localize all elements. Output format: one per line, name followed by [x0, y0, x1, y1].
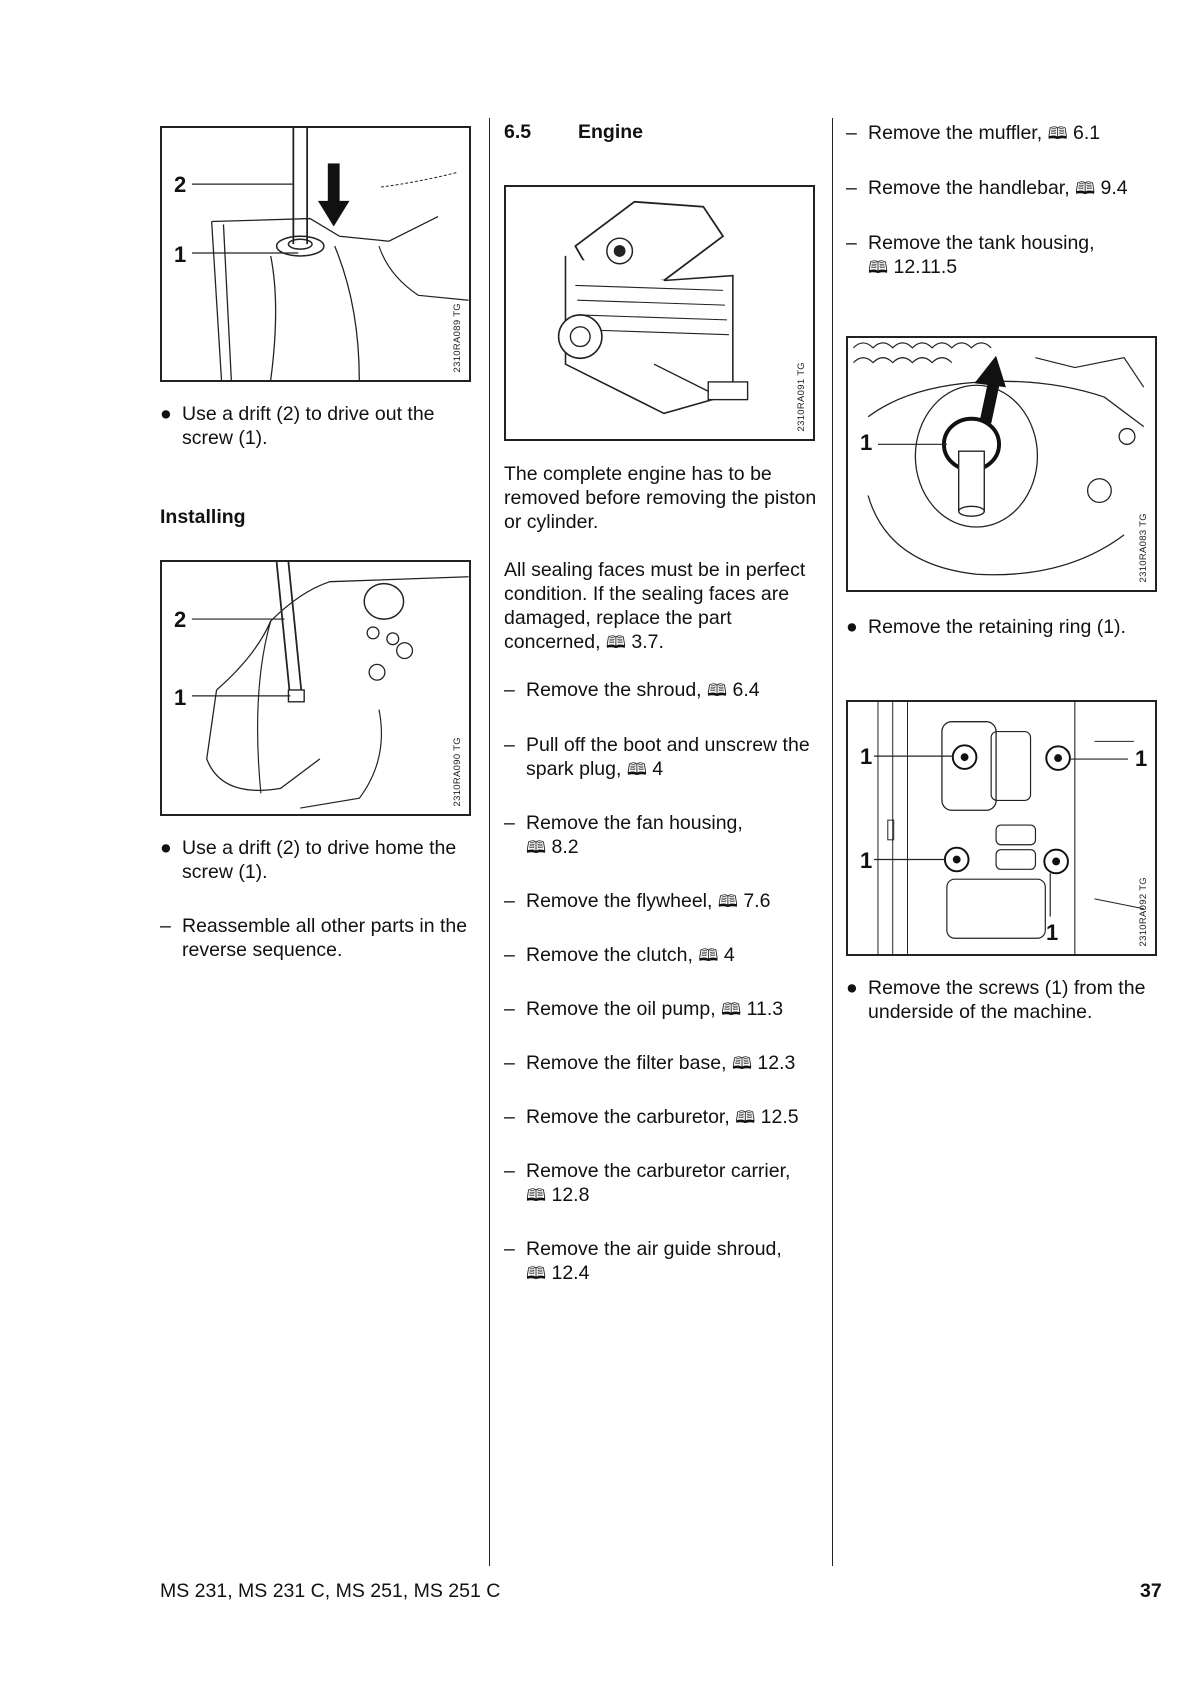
callout-1: 1 — [860, 744, 873, 769]
figure-code: 2310RA090 TG — [452, 736, 463, 806]
retaining-ring-illustration — [848, 338, 1155, 590]
dash-icon: – — [504, 1052, 515, 1074]
book-icon: 🕮 — [721, 1000, 742, 1019]
dash-icon: – — [504, 890, 515, 912]
book-icon: 🕮 — [526, 838, 547, 857]
step-ref: 12.8 — [551, 1184, 590, 1206]
bullet-text: Remove the retaining ring (1). — [868, 616, 1126, 638]
book-icon: 🕮 — [717, 892, 738, 911]
figure-code: 2310RA091 TG — [796, 361, 807, 431]
figure-drive-out-screw — [160, 126, 471, 382]
column-divider-right — [832, 118, 833, 1566]
callout-2: 2 — [174, 172, 187, 197]
step-ref: 12.11.5 — [893, 256, 958, 278]
book-icon: 🕮 — [735, 1108, 756, 1127]
section-title: Engine — [578, 121, 644, 143]
step-ref: 4 — [652, 758, 664, 780]
footer-models: MS 231, MS 231 C, MS 251, MS 251 C — [160, 1580, 501, 1602]
dash-icon: – — [504, 998, 515, 1020]
dash-icon: – — [504, 812, 515, 834]
paragraph-remove-engine: The complete engine has to be removed before removing the piston or cylinder. — [504, 463, 817, 533]
figure-retaining-ring — [846, 336, 1157, 592]
step-text: Remove the handlebar, — [868, 177, 1070, 199]
step-ref: 7.6 — [743, 890, 771, 912]
book-icon: 🕮 — [868, 258, 889, 277]
bullet-icon: ● — [846, 616, 858, 638]
step-text: Remove the tank housing, — [868, 232, 1095, 254]
dash-icon: – — [846, 232, 857, 254]
step-ref: 12.3 — [757, 1052, 796, 1074]
book-icon: 🕮 — [626, 760, 647, 779]
bullet-icon: ● — [160, 403, 172, 425]
dash-icon: – — [846, 177, 857, 199]
book-icon: 🕮 — [1047, 124, 1068, 143]
step-text: Remove the carburetor carrier, — [526, 1160, 791, 1182]
step-text: Remove the carburetor, — [526, 1106, 730, 1128]
figure-code: 2310RA089 TG — [452, 302, 463, 372]
step-ref: 11.3 — [746, 998, 784, 1020]
drift-illustration-1 — [162, 128, 469, 380]
bullet-icon: ● — [846, 977, 858, 999]
dash-icon: – — [504, 679, 515, 701]
dash-icon: – — [504, 1106, 515, 1128]
dash-icon: – — [504, 944, 515, 966]
step-ref: 6.1 — [1073, 122, 1101, 144]
paragraph-text: All sealing faces must be in perfect condition. If the sealing faces are damaged, replace the part concerned, — [504, 559, 806, 653]
step-text: Remove the flywheel, — [526, 890, 713, 912]
step-text: Remove the muffler, — [868, 122, 1043, 144]
book-icon: 🕮 — [698, 946, 719, 965]
engine-illustration — [506, 187, 813, 439]
callout-1: 1 — [860, 430, 873, 455]
step-text: Pull off the boot and unscrew the spark plug, — [526, 734, 810, 780]
bullet-text: Use a drift (2) to drive out the screw (1). — [182, 403, 435, 449]
book-icon: 🕮 — [731, 1054, 752, 1073]
dash-icon: – — [504, 1160, 515, 1182]
step-text: Remove the fan housing, — [526, 812, 743, 834]
book-icon: 🕮 — [1075, 179, 1096, 198]
dash-icon: – — [504, 1238, 515, 1260]
drift-illustration-2 — [162, 562, 469, 814]
paragraph-sealing-faces — [504, 558, 824, 655]
step-ref: 9.4 — [1100, 177, 1128, 199]
book-icon: 🕮 — [526, 1264, 547, 1283]
figure-underside-screws — [846, 700, 1157, 956]
page-number: 37 — [1140, 1580, 1162, 1602]
column-divider-left — [489, 118, 490, 1566]
callout-2: 2 — [174, 607, 187, 632]
step-text: Remove the filter base, — [526, 1052, 727, 1074]
callout-1: 1 — [860, 848, 873, 873]
figure-drive-home-screw — [160, 560, 471, 816]
step-text: Remove the oil pump, — [526, 998, 716, 1020]
step-text: Remove the air guide shroud, — [526, 1238, 782, 1260]
step-text: Reassemble all other parts in the reverse sequence. — [182, 915, 468, 961]
step-ref: 12.5 — [760, 1106, 799, 1128]
step-ref: 8.2 — [551, 836, 579, 858]
dash-icon: – — [846, 122, 857, 144]
step-ref: 4 — [723, 944, 735, 966]
bullet-text: Use a drift (2) to drive home the screw (1). — [182, 837, 457, 883]
dash-icon: – — [504, 734, 515, 756]
installing-heading: Installing — [160, 506, 246, 528]
callout-1: 1 — [174, 242, 187, 267]
book-icon: 🕮 — [707, 681, 728, 700]
reference-number: 3.7. — [631, 631, 664, 653]
bullet-icon: ● — [160, 837, 172, 859]
figure-code: 2310RA092 TG — [1138, 876, 1149, 946]
book-icon: 🕮 — [605, 633, 626, 652]
underside-illustration — [848, 702, 1155, 954]
figure-engine — [504, 185, 815, 441]
callout-1: 1 — [1135, 746, 1148, 771]
step-ref: 6.4 — [732, 679, 760, 701]
step-ref: 12.4 — [551, 1262, 590, 1284]
dash-icon: – — [160, 915, 171, 937]
section-number: 6.5 — [504, 121, 532, 143]
bullet-text: Remove the screws (1) from the underside of the machine. — [868, 977, 1146, 1023]
step-text: Remove the shroud, — [526, 679, 702, 701]
figure-code: 2310RA083 TG — [1138, 512, 1149, 582]
step-text: Remove the clutch, — [526, 944, 693, 966]
book-icon: 🕮 — [526, 1186, 547, 1205]
callout-1: 1 — [174, 685, 187, 710]
callout-1: 1 — [1046, 920, 1059, 945]
